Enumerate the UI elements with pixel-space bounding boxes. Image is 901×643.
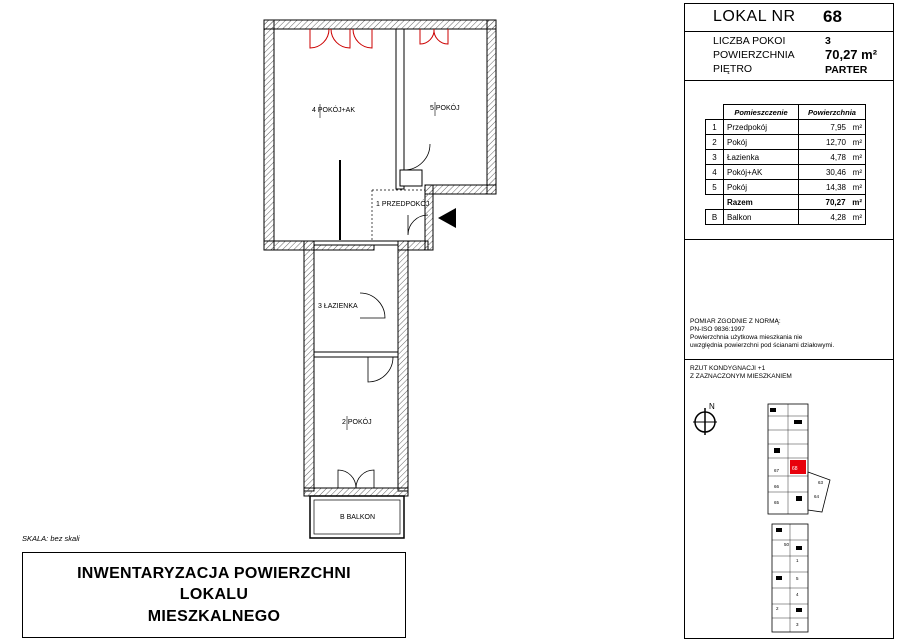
scale-label: SKALA: bez skali [22, 534, 80, 543]
rooms-value: 3 [825, 35, 831, 47]
svg-text:2: 2 [776, 606, 779, 611]
table-header [706, 105, 866, 120]
lokal-label: LOKAL NR [713, 8, 796, 25]
svg-text:65: 65 [774, 500, 780, 505]
floor-value: PARTER [825, 64, 868, 76]
note-line-3: Powierzchnia użytkowa mieszkania nie [690, 334, 803, 341]
lokal-number: 68 [823, 7, 842, 26]
note-line-1: POMIAR ZGODNIE Z NORMĄ: [690, 318, 781, 325]
north-arrow-icon [691, 400, 721, 436]
corridor-outline [372, 190, 425, 241]
floor-label: PIĘTRO [713, 63, 753, 75]
title-line-1: INWENTARYZACJA POWIERZCHNI [77, 565, 351, 582]
room-label-4: 4 POKÓJ+AK [312, 107, 355, 114]
svg-text:3: 3 [796, 622, 799, 627]
svg-text:4: 4 [796, 592, 799, 597]
rooms-label: LICZBA POKOI [713, 35, 786, 47]
header-area: Powierzchnia [799, 105, 866, 120]
svg-text:5: 5 [796, 576, 799, 581]
svg-text:63: 63 [818, 480, 824, 485]
title-line-2: LOKALU [179, 586, 249, 603]
area-label: POWIERZCHNIA [713, 49, 795, 61]
svg-text:50: 50 [784, 542, 790, 547]
table-row: 5 Pokój 14,38 m² [706, 180, 866, 195]
note-line-2: PN-ISO 9836:1997 [690, 326, 745, 333]
key-plan [760, 400, 860, 636]
window-doors [310, 29, 448, 48]
entrance-arrow-icon [438, 208, 456, 228]
info-panel [684, 3, 894, 639]
svg-text:68: 68 [792, 466, 798, 472]
title-line-3: MIESZKALNEGO [147, 608, 281, 625]
table-row: 1 Przedpokój 7,95 m² [706, 120, 866, 135]
door-swings [338, 144, 430, 488]
svg-text:N: N [709, 402, 715, 411]
table-row: B Balkon 4,28 m² [706, 210, 866, 225]
table-total-row: Razem 70,27 m² [706, 195, 866, 210]
table-row: 2 Pokój 12,70 m² [706, 135, 866, 150]
keyplan-line-1: RZUT KONDYGNACJI +1 [690, 365, 766, 372]
room-label-1: 1 PRZEDPOKÓJ [376, 201, 430, 208]
table-row: 3 Łazienka 4,78 m² [706, 150, 866, 165]
room-label-5: 5 POKÓJ [430, 105, 460, 112]
note-line-4: uwzględnia powierzchni pod ścianami działowymi. [690, 342, 835, 349]
svg-text:1: 1 [796, 558, 799, 563]
outer-walls [264, 20, 496, 496]
table-row: 4 Pokój+AK 30,46 m² [706, 165, 866, 180]
shaft [400, 170, 422, 186]
svg-text:67: 67 [774, 468, 780, 473]
room-table [705, 104, 866, 225]
svg-text:66: 66 [774, 484, 780, 489]
room-label-3: 3 ŁAZIENKA [318, 303, 358, 310]
area-value: 70,27 m² [825, 47, 878, 62]
title-box [22, 552, 406, 638]
keyplan-line-2: Z ZAZNACZONYM MIESZKANIEM [690, 373, 792, 380]
svg-text:64: 64 [814, 494, 820, 499]
room-label-2: 2 POKÓJ [342, 419, 372, 426]
header-room: Pomieszczenie [724, 105, 799, 120]
room-label-b: B BALKON [340, 514, 376, 521]
